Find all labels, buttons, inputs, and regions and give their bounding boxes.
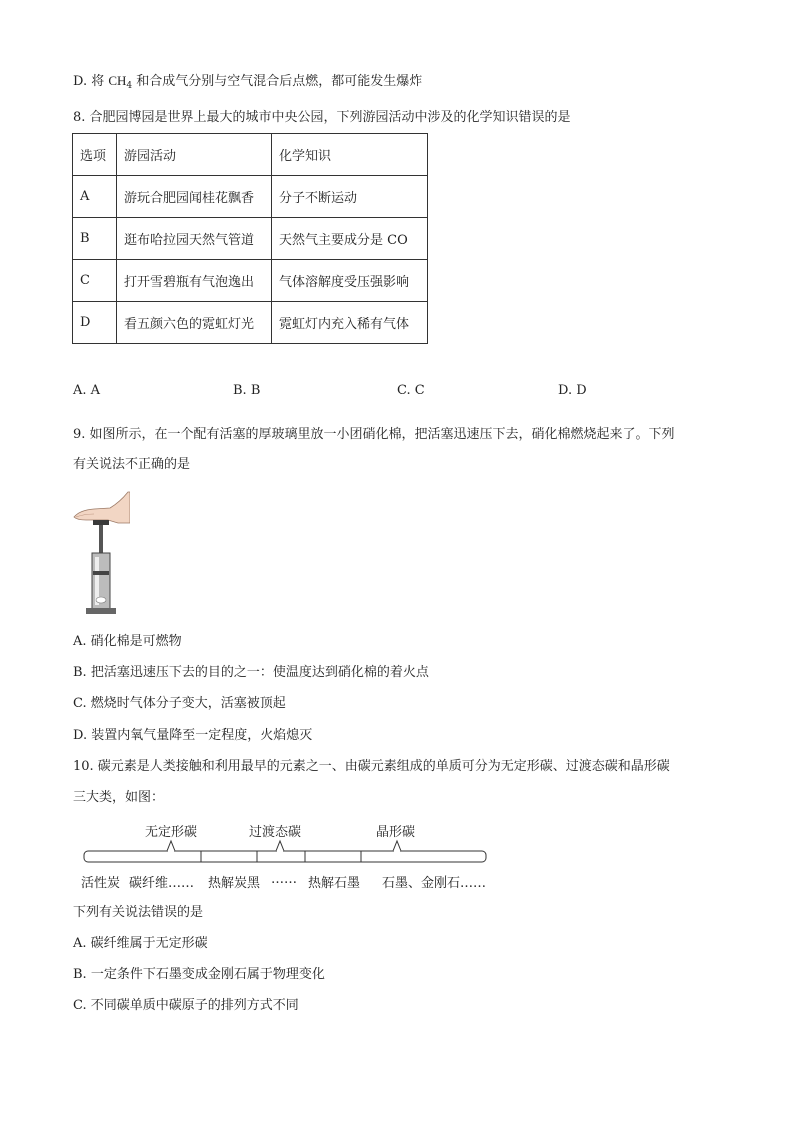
q10-stem-line2: 三大类，如图： <box>73 790 165 805</box>
label-pyrolytic-graphite: 热解石墨 <box>308 876 361 891</box>
table-row <box>73 260 428 302</box>
q10-stem-line1: 10. 碳元素是人类接触和利用最早的元素之一、由碳元素组成的单质可分为无定形碳、过渡态碳和晶形碳 <box>73 759 670 774</box>
q9-option-a: A. 硝化棉是可燃物 <box>73 634 182 649</box>
q8-choice-a: A. A <box>73 383 101 398</box>
label-transition-carbon: 过渡态碳 <box>249 825 302 840</box>
carbon-classification-bar <box>80 838 492 866</box>
ch4-subscript: 4 <box>126 81 133 91</box>
label-carbon-fiber: 碳纤维…… <box>129 876 195 891</box>
table-header-row <box>73 134 428 176</box>
q9-option-b: B. 把活塞迅速压下去的目的之一：使温度达到硝化棉的着火点 <box>73 665 429 680</box>
q9-option-d: D. 装置内氧气量降至一定程度，火焰熄灭 <box>73 728 313 743</box>
table-header-cell: 选项 <box>73 134 117 176</box>
q7-option-d-prefix: D. 将 <box>73 74 109 89</box>
piston-apparatus-figure <box>72 487 130 617</box>
table-cell: 气体溶解度受压强影响 <box>272 260 428 302</box>
table-row <box>73 176 428 218</box>
label-amorphous-carbon: 无定形碳 <box>145 825 198 840</box>
table-cell: B <box>73 218 117 260</box>
table-cell: 霓虹灯内充入稀有气体 <box>272 302 428 344</box>
table-row <box>73 218 428 260</box>
table-cell: C <box>73 260 117 302</box>
q9-stem-line2: 有关说法不正确的是 <box>73 457 191 472</box>
label-ellipsis: …… <box>271 872 297 887</box>
q8-stem: 8. 合肥园博园是世界上最大的城市中央公园，下列游园活动中涉及的化学知识错误的是 <box>73 110 571 125</box>
table-cell: 天然气主要成分是 CO <box>272 218 428 260</box>
ch4-formula: CH <box>108 73 127 88</box>
q10-option-b: B. 一定条件下石墨变成金刚石属于物理变化 <box>73 967 325 982</box>
q8-choice-c: C. C <box>397 383 425 398</box>
q7-option-d-text: 和合成气分别与空气混合后点燃，都可能发生爆炸 <box>132 74 423 89</box>
table-cell: 打开雪碧瓶有气泡逸出 <box>117 260 272 302</box>
table-cell: 看五颜六色的霓虹灯光 <box>117 302 272 344</box>
q7-option-d <box>73 72 422 95</box>
table-cell: A <box>73 176 117 218</box>
table-cell: 游玩合肥园闻桂花飘香 <box>117 176 272 218</box>
q8-choice-b: B. B <box>233 383 261 398</box>
label-graphite-diamond: 石墨、金刚石…… <box>382 876 487 891</box>
q9-stem-line1: 9. 如图所示，在一个配有活塞的厚玻璃里放一小团硝化棉，把活塞迅速压下去，硝化棉燃烧起来了。下列 <box>73 427 675 442</box>
table-cell: 分子不断运动 <box>272 176 428 218</box>
label-pyrolytic-black: 热解炭黑 <box>208 876 261 891</box>
table-row <box>73 302 428 344</box>
table-cell: 逛布哈拉园天然气管道 <box>117 218 272 260</box>
table-header-cell: 化学知识 <box>272 134 428 176</box>
label-crystalline-carbon: 晶形碳 <box>376 825 416 840</box>
q10-question: 下列有关说法错误的是 <box>73 905 204 920</box>
q8-choice-d: D. D <box>558 383 587 398</box>
table-header-cell: 游园活动 <box>117 134 272 176</box>
table-cell: D <box>73 302 117 344</box>
label-activated-carbon: 活性炭 <box>81 876 121 891</box>
q10-option-c: C. 不同碳单质中碳原子的排列方式不同 <box>73 998 299 1013</box>
q8-table <box>72 133 428 344</box>
q9-option-c: C. 燃烧时气体分子变大，活塞被顶起 <box>73 696 286 711</box>
q10-option-a: A. 碳纤维属于无定形碳 <box>73 936 208 951</box>
